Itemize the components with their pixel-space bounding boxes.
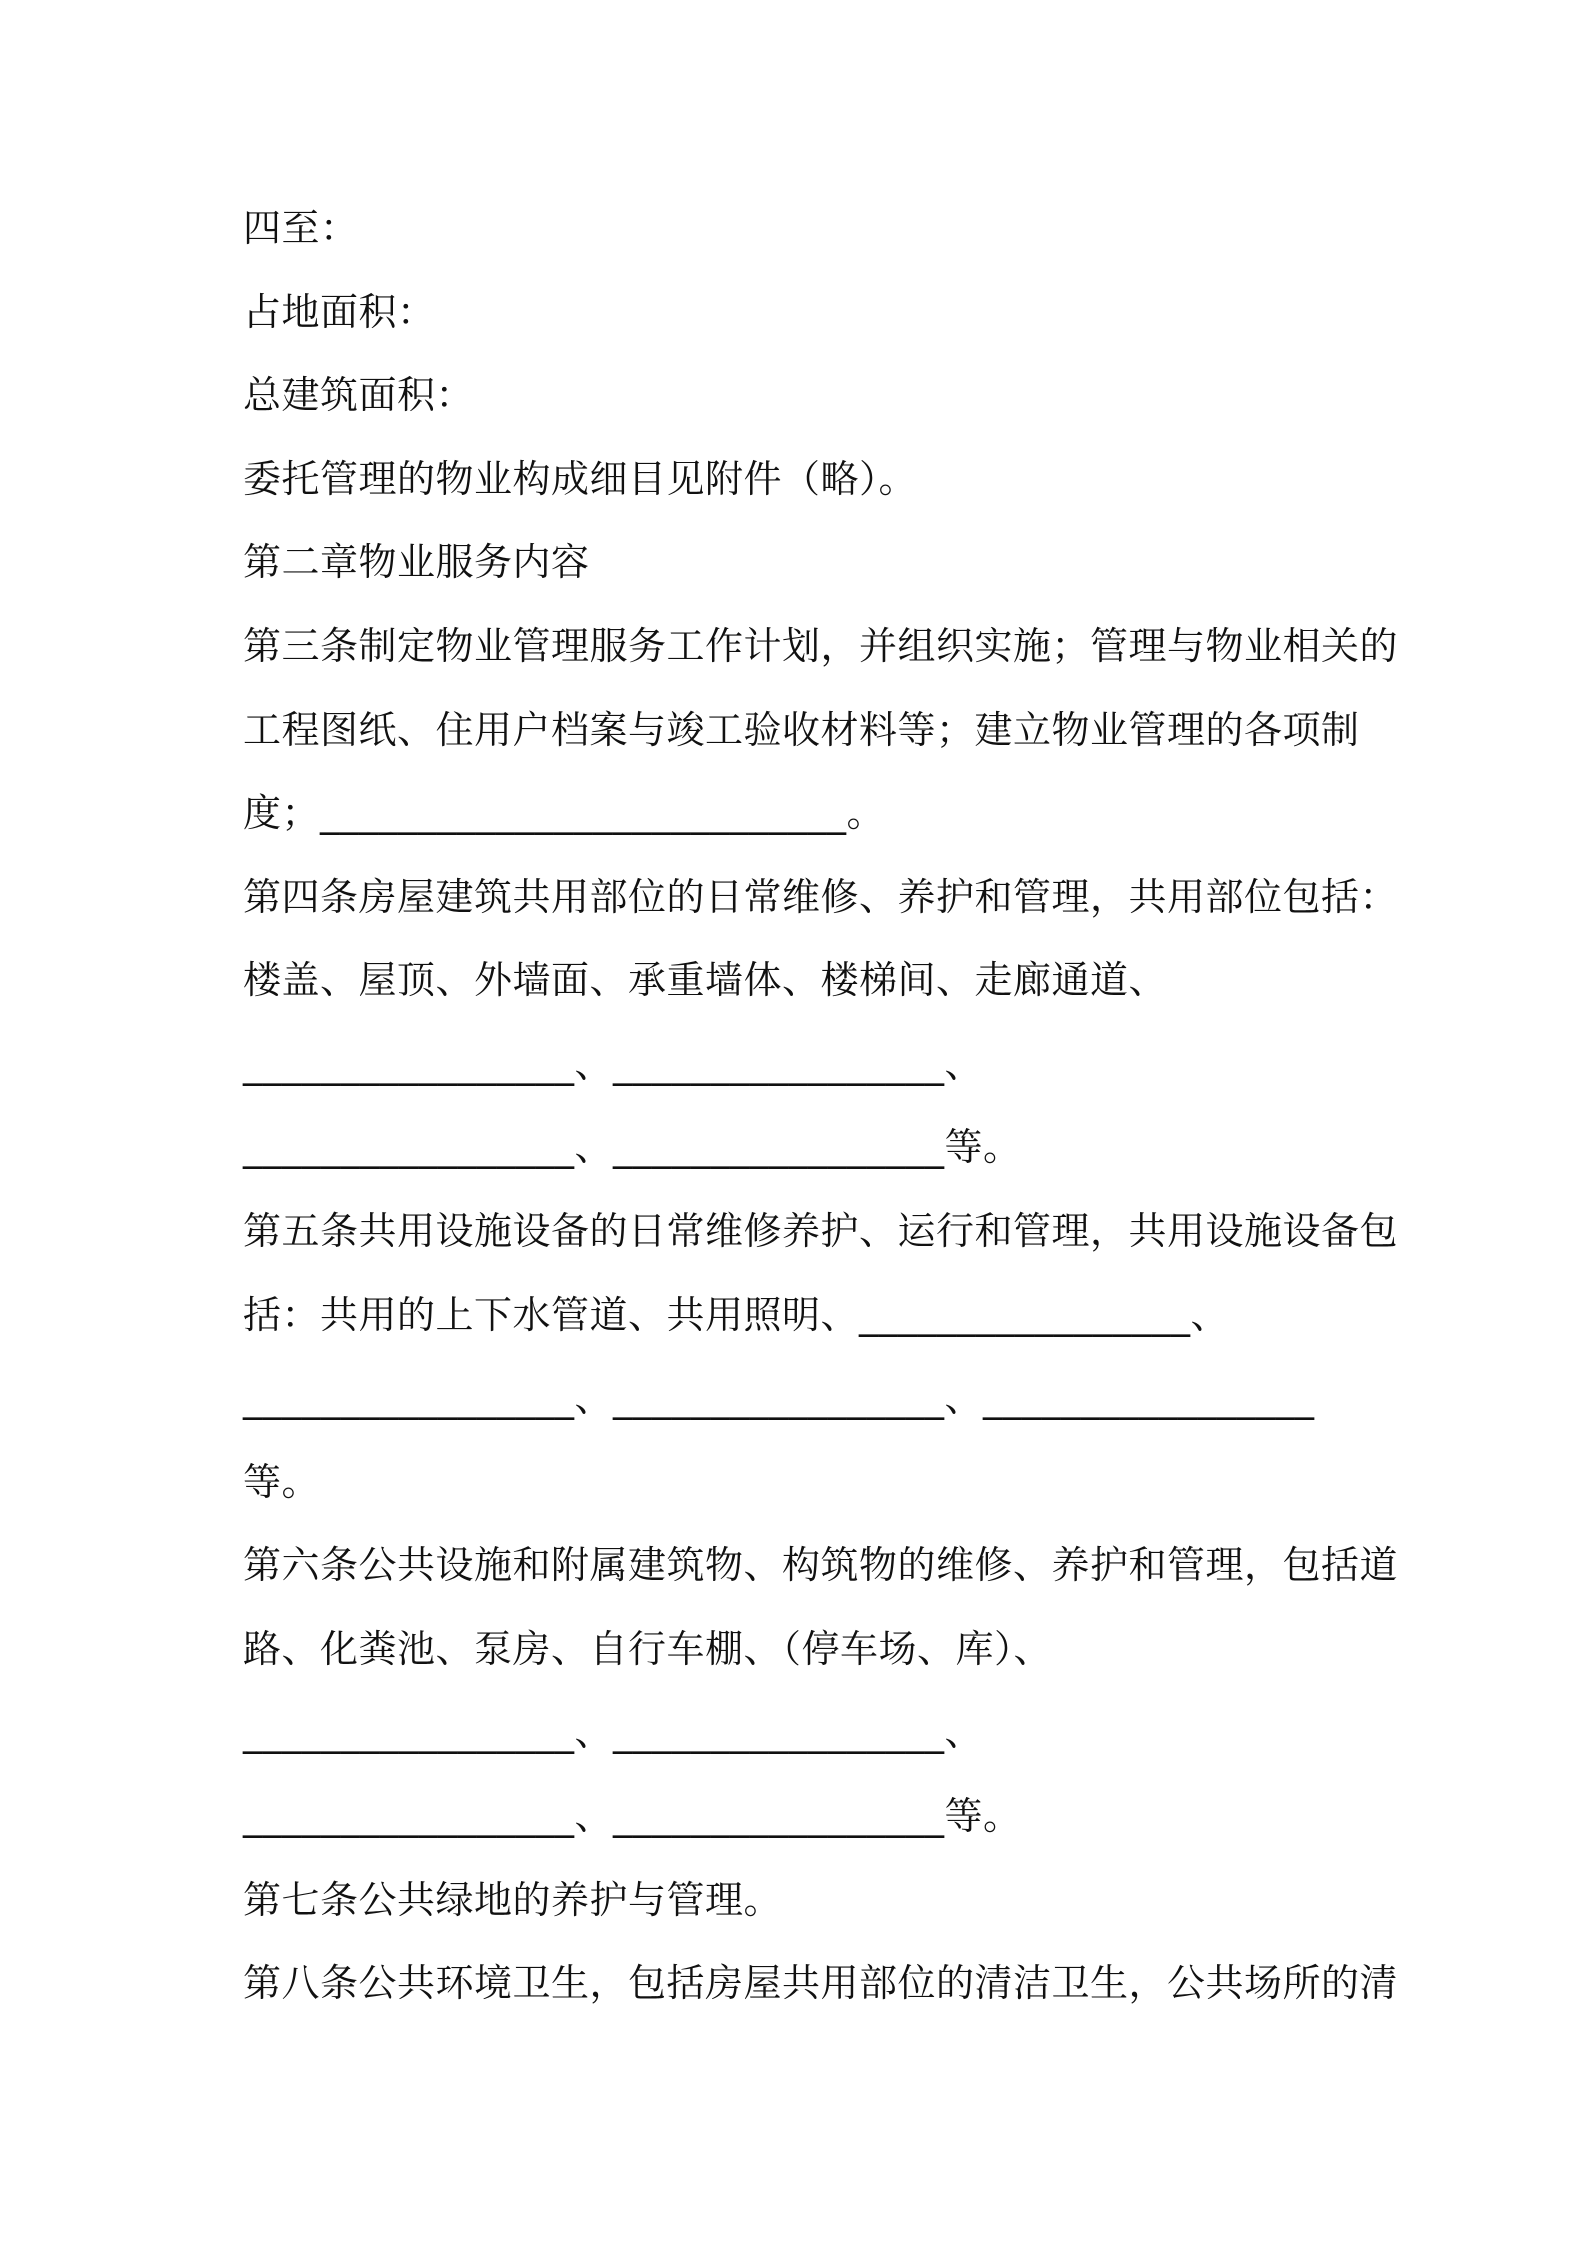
text-line: 第四条房屋建筑共用部位的日常维修、养护和管理，共用部位包括：	[243, 875, 1399, 919]
text-line: _________________、_________________、	[243, 1042, 984, 1086]
text-line: 第三条制定物业管理服务工作计划，并组织实施；管理与物业相关的	[243, 624, 1399, 668]
text-line: 占地面积：	[243, 290, 436, 334]
text-line: 四至：	[243, 206, 359, 250]
text-line: _________________、_________________、_________________	[243, 1376, 1315, 1420]
text-line: 第五条共用设施设备的日常维修养护、运行和管理，共用设施设备包	[243, 1209, 1399, 1253]
chapter-heading: 第二章物业服务内容	[243, 540, 590, 584]
text-line: 总建筑面积：	[243, 373, 475, 417]
text-line: 度；___________________________。	[243, 791, 886, 835]
text-line: 括：共用的上下水管道、共用照明、_________________、	[243, 1293, 1230, 1337]
text-line: 等。	[243, 1460, 321, 1504]
text-line: 路、化粪池、泵房、自行车棚、（停车场、库）、	[243, 1627, 1053, 1671]
text-line: _________________、_________________等。	[243, 1125, 1022, 1169]
text-line: 第七条公共绿地的养护与管理。	[243, 1878, 783, 1922]
text-line: 工程图纸、住用户档案与竣工验收材料等；建立物业管理的各项制	[243, 708, 1360, 752]
text-line: 委托管理的物业构成细目见附件（略）。	[243, 457, 918, 501]
text-line: _________________、_________________等。	[243, 1794, 1022, 1838]
text-line: 第六条公共设施和附属建筑物、构筑物的维修、养护和管理，包括道	[243, 1543, 1399, 1587]
text-line: _________________、_________________、	[243, 1710, 984, 1754]
text-line: 楼盖、屋顶、外墙面、承重墙体、楼梯间、走廊通道、	[243, 958, 1168, 1002]
text-line: 第八条公共环境卫生，包括房屋共用部位的清洁卫生，公共场所的清	[243, 1961, 1399, 2005]
